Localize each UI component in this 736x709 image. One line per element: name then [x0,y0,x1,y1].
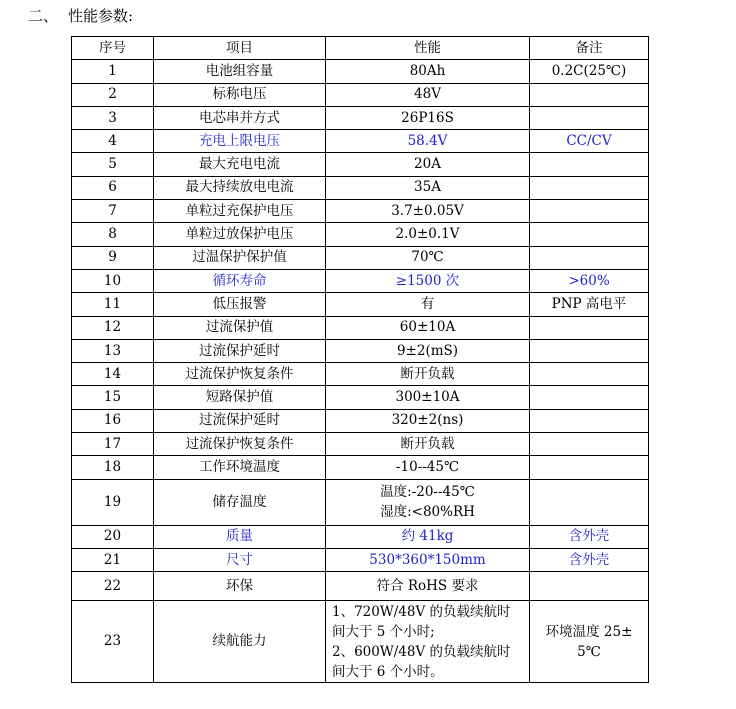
row-item: 标称电压 [154,83,326,106]
header-note: 备注 [530,37,649,60]
row-value [326,601,530,683]
table-row [72,479,649,525]
row-note [530,601,649,683]
row-item: 储存温度 [154,479,326,525]
row-item: 过流保护恢复条件 [154,363,326,386]
row-note [530,339,649,362]
row-note [530,433,649,456]
row-item: 低压报警 [154,293,326,316]
row-note: 含外壳 [530,548,649,571]
row-value-line: 温度:-20--45℃ [380,484,475,501]
row-item: 最大持续放电电流 [154,176,326,199]
row-value: 300±10A [326,386,530,409]
row-item: 过流保护值 [154,316,326,339]
row-value: 20A [326,153,530,176]
table-row [72,433,649,456]
table-row [72,176,649,199]
row-value: 58.4V [326,130,530,153]
row-item: 尺寸 [154,548,326,571]
table-row [72,601,649,683]
table-row [72,386,649,409]
performance-parameters-table [71,36,649,683]
row-value: 320±2(ns) [326,409,530,432]
row-number: 18 [72,456,154,479]
row-note: 含外壳 [530,525,649,548]
table-row [72,60,649,83]
row-value: 符合 RoHS 要求 [326,572,530,601]
row-value: 70℃ [326,246,530,269]
row-note [530,572,649,601]
row-note: 0.2C(25℃) [530,60,649,83]
row-number: 21 [72,548,154,571]
row-value: 断开负载 [326,433,530,456]
table-row [72,339,649,362]
row-item: 充电上限电压 [154,130,326,153]
row-note [530,409,649,432]
table-row [72,269,649,292]
row-number: 7 [72,200,154,223]
row-value: 48V [326,83,530,106]
row-item: 工作环境温度 [154,456,326,479]
header-no: 序号 [72,37,154,60]
row-number: 8 [72,223,154,246]
row-number: 16 [72,409,154,432]
row-value-line: 1、720W/48V 的负载续航时 [332,603,511,620]
row-number: 20 [72,525,154,548]
section-title: 性能参数: [68,7,134,25]
row-note [530,106,649,129]
row-value: 3.7±0.05V [326,200,530,223]
row-note [530,176,649,199]
table-row [72,153,649,176]
row-note [530,363,649,386]
table-header-row [72,37,649,60]
row-item: 循环寿命 [154,269,326,292]
row-note [530,83,649,106]
row-value: 断开负载 [326,363,530,386]
section-heading [28,6,133,26]
section-number: 二、 [28,7,59,25]
table-row [72,572,649,601]
row-value: ≥1500 次 [326,269,530,292]
row-item: 质量 [154,525,326,548]
row-number: 13 [72,339,154,362]
row-note [530,200,649,223]
row-note [530,456,649,479]
row-value: 有 [326,293,530,316]
row-number: 11 [72,293,154,316]
row-number: 23 [72,601,154,683]
table-row [72,548,649,571]
table-row [72,525,649,548]
row-number: 3 [72,106,154,129]
table-row [72,293,649,316]
row-note: >60% [530,269,649,292]
row-item: 续航能力 [154,601,326,683]
row-value: 约 41kg [326,525,530,548]
row-value: -10--45℃ [326,456,530,479]
row-item: 单粒过充保护电压 [154,200,326,223]
row-note: PNP 高电平 [530,293,649,316]
row-note: CC/CV [530,130,649,153]
row-value: 80Ah [326,60,530,83]
row-note [530,316,649,339]
row-number: 10 [72,269,154,292]
row-item: 电池组容量 [154,60,326,83]
header-item: 项目 [154,37,326,60]
table-row [72,83,649,106]
table-row [72,409,649,432]
row-value-line: 间大于 5 个小时; [332,623,435,640]
row-number: 6 [72,176,154,199]
row-number: 4 [72,130,154,153]
table-row [72,200,649,223]
table-row [72,106,649,129]
row-note [530,479,649,525]
row-number: 9 [72,246,154,269]
row-number: 1 [72,60,154,83]
row-note [530,246,649,269]
header-value: 性能 [326,37,530,60]
row-note [530,153,649,176]
table-row [72,363,649,386]
row-note [530,223,649,246]
row-number: 19 [72,479,154,525]
table-row [72,223,649,246]
row-number: 14 [72,363,154,386]
row-value-line: 湿度:<80%RH [380,504,475,521]
row-item: 短路保护值 [154,386,326,409]
row-note-line: 5℃ [577,643,601,660]
table-row [72,130,649,153]
row-value: 60±10A [326,316,530,339]
row-value-line: 间大于 6 个小时。 [332,663,444,680]
table-row [72,316,649,339]
row-value: 2.0±0.1V [326,223,530,246]
row-item: 过流保护延时 [154,409,326,432]
row-item: 过流保护延时 [154,339,326,362]
row-number: 2 [72,83,154,106]
table-row [72,246,649,269]
row-item: 电芯串并方式 [154,106,326,129]
row-value: 26P16S [326,106,530,129]
row-item: 过温保护保护值 [154,246,326,269]
row-number: 12 [72,316,154,339]
row-value-line: 2、600W/48V 的负载续航时 [332,643,511,660]
row-value: 9±2(mS) [326,339,530,362]
row-item: 最大充电电流 [154,153,326,176]
table-row [72,456,649,479]
row-number: 17 [72,433,154,456]
row-number: 22 [72,572,154,601]
row-note-line: 环境温度 25± [545,623,633,640]
row-item: 过流保护恢复条件 [154,433,326,456]
row-note [530,386,649,409]
row-item: 环保 [154,572,326,601]
row-value: 530*360*150mm [326,548,530,571]
row-number: 15 [72,386,154,409]
row-value: 35A [326,176,530,199]
row-value [326,479,530,525]
row-number: 5 [72,153,154,176]
row-item: 单粒过放保护电压 [154,223,326,246]
